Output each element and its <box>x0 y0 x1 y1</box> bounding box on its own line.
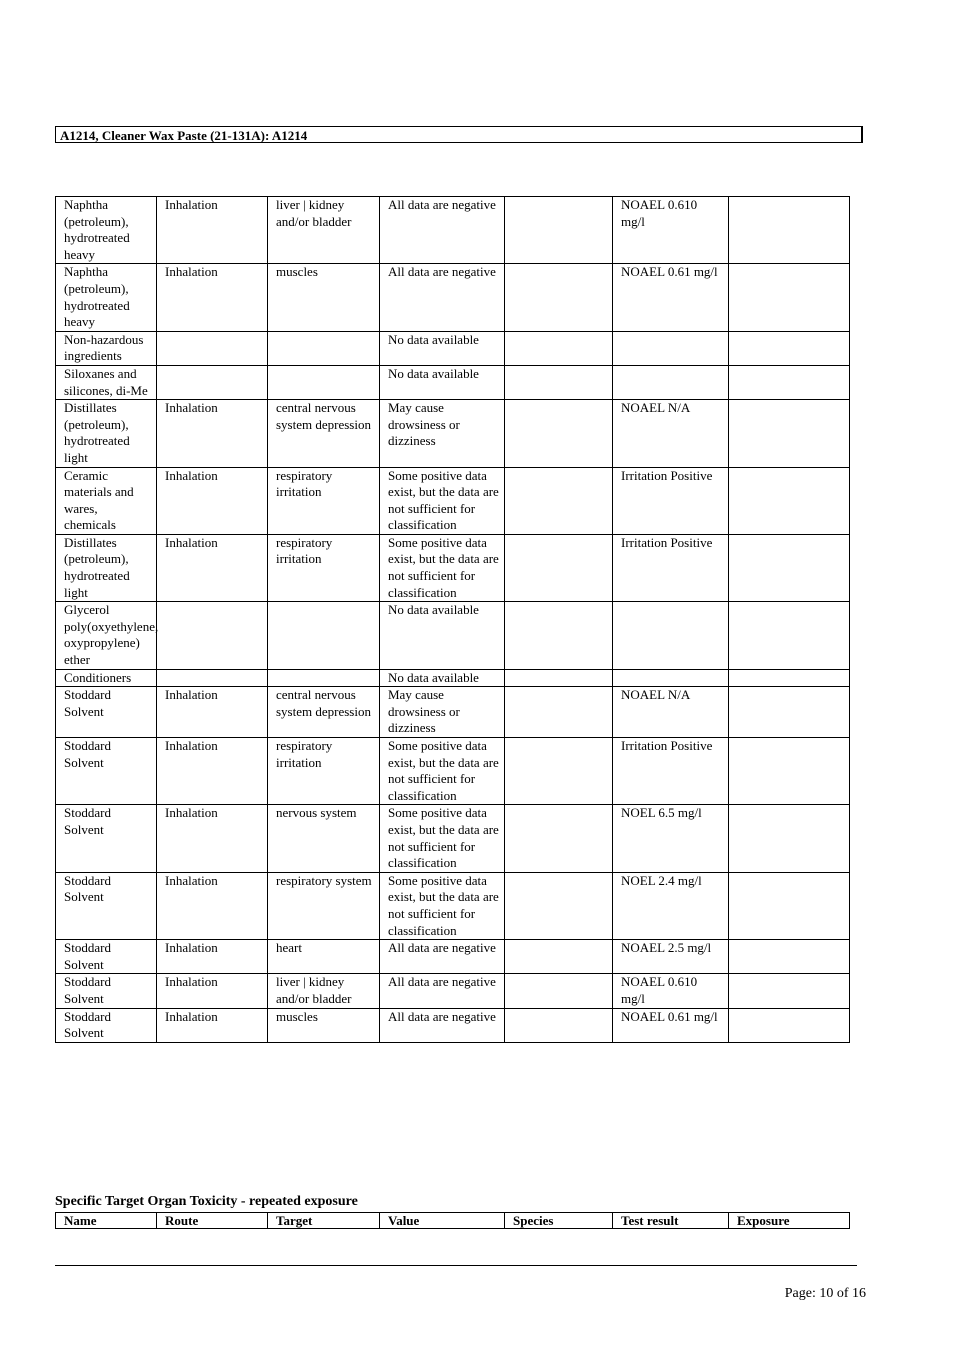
cell-target: respiratory system <box>268 872 380 939</box>
cell-test-result <box>613 365 729 399</box>
table-row <box>56 331 850 365</box>
cell-value: No data available <box>380 365 505 399</box>
cell-test-result: NOAEL 0.610 mg/l <box>613 197 729 264</box>
table-row <box>56 940 850 974</box>
cell-species <box>505 687 613 738</box>
cell-route: Inhalation <box>157 872 268 939</box>
cell-route: Inhalation <box>157 805 268 872</box>
cell-target: muscles <box>268 264 380 331</box>
cell-route: Inhalation <box>157 264 268 331</box>
cell-value: Some positive data exist, but the data are not sufficient for classification <box>380 805 505 872</box>
cell-species <box>505 365 613 399</box>
cell-name: Stoddard Solvent <box>56 738 157 805</box>
cell-value: Some positive data exist, but the data are not sufficient for classification <box>380 872 505 939</box>
cell-target <box>268 669 380 687</box>
cell-species <box>505 872 613 939</box>
cell-name: Stoddard Solvent <box>56 940 157 974</box>
cell-species <box>505 669 613 687</box>
table-row <box>56 1008 850 1042</box>
cell-value: No data available <box>380 669 505 687</box>
table-row <box>56 264 850 331</box>
table-row <box>56 602 850 669</box>
cell-route <box>157 365 268 399</box>
table-row <box>56 805 850 872</box>
cell-value: All data are negative <box>380 974 505 1008</box>
cell-name: Stoddard Solvent <box>56 805 157 872</box>
repeated-exposure-title: Specific Target Organ Toxicity - repeated exposure <box>55 1194 358 1209</box>
cell-name: Stoddard Solvent <box>56 872 157 939</box>
cell-value: Some positive data exist, but the data are not sufficient for classification <box>380 738 505 805</box>
table-row <box>56 365 850 399</box>
cell-value: All data are negative <box>380 264 505 331</box>
cell-route <box>157 669 268 687</box>
cell-name: Ceramic materials and wares, chemicals <box>56 467 157 534</box>
table-row <box>56 400 850 467</box>
cell-name: Naphtha (petroleum), hydrotreated heavy <box>56 264 157 331</box>
cell-exposure <box>729 602 850 669</box>
cell-test-result: NOEL 2.4 mg/l <box>613 872 729 939</box>
cell-species <box>505 400 613 467</box>
table-row <box>56 669 850 687</box>
cell-species <box>505 940 613 974</box>
cell-exposure <box>729 467 850 534</box>
cell-target: central nervous system depression <box>268 687 380 738</box>
cell-value: Some positive data exist, but the data are not sufficient for classification <box>380 467 505 534</box>
cell-exposure <box>729 400 850 467</box>
cell-exposure <box>729 331 850 365</box>
cell-test-result: Irritation Positive <box>613 738 729 805</box>
cell-target: respiratory irritation <box>268 738 380 805</box>
page-number: Page: 10 of 16 <box>784 1286 866 1301</box>
column-header-target: Target <box>268 1213 380 1229</box>
table-row <box>56 738 850 805</box>
cell-target: liver | kidney and/or bladder <box>268 197 380 264</box>
table-row <box>56 467 850 534</box>
cell-test-result: NOAEL N/A <box>613 400 729 467</box>
table-row <box>56 197 850 264</box>
single-exposure-table <box>55 196 850 1043</box>
repeated-exposure-header-row <box>56 1213 850 1229</box>
cell-target: respiratory irritation <box>268 534 380 601</box>
cell-name: Stoddard Solvent <box>56 687 157 738</box>
cell-value: No data available <box>380 331 505 365</box>
cell-target <box>268 331 380 365</box>
cell-exposure <box>729 264 850 331</box>
column-header-species: Species <box>505 1213 613 1229</box>
cell-test-result: NOAEL 2.5 mg/l <box>613 940 729 974</box>
single-exposure-table-body <box>56 197 850 1043</box>
cell-species <box>505 467 613 534</box>
cell-route <box>157 331 268 365</box>
cell-species <box>505 738 613 805</box>
cell-target: liver | kidney and/or bladder <box>268 974 380 1008</box>
cell-name: Distillates (petroleum), hydrotreated light <box>56 534 157 601</box>
table-row <box>56 872 850 939</box>
cell-route: Inhalation <box>157 687 268 738</box>
cell-exposure <box>729 534 850 601</box>
cell-name: Stoddard Solvent <box>56 974 157 1008</box>
cell-target: muscles <box>268 1008 380 1042</box>
cell-name: Conditioners <box>56 669 157 687</box>
cell-name: Glycerol poly(oxyethylene, oxypropylene) ether <box>56 602 157 669</box>
repeated-exposure-table <box>55 1212 850 1229</box>
cell-target <box>268 365 380 399</box>
cell-target: nervous system <box>268 805 380 872</box>
cell-exposure <box>729 1008 850 1042</box>
cell-target: central nervous system depression <box>268 400 380 467</box>
column-header-name: Name <box>56 1213 157 1229</box>
cell-species <box>505 602 613 669</box>
table-row <box>56 534 850 601</box>
cell-route: Inhalation <box>157 1008 268 1042</box>
cell-test-result: Irritation Positive <box>613 534 729 601</box>
cell-route: Inhalation <box>157 974 268 1008</box>
cell-value: All data are negative <box>380 197 505 264</box>
cell-value: All data are negative <box>380 1008 505 1042</box>
cell-route: Inhalation <box>157 940 268 974</box>
cell-species <box>505 331 613 365</box>
cell-test-result: NOEL 6.5 mg/l <box>613 805 729 872</box>
cell-exposure <box>729 687 850 738</box>
cell-species <box>505 264 613 331</box>
cell-exposure <box>729 974 850 1008</box>
cell-target: heart <box>268 940 380 974</box>
cell-test-result: NOAEL 0.61 mg/l <box>613 1008 729 1042</box>
column-header-route: Route <box>157 1213 268 1229</box>
cell-exposure <box>729 669 850 687</box>
cell-value: No data available <box>380 602 505 669</box>
cell-exposure <box>729 940 850 974</box>
cell-test-result <box>613 331 729 365</box>
column-header-value: Value <box>380 1213 505 1229</box>
cell-exposure <box>729 872 850 939</box>
column-header-exposure: Exposure <box>729 1213 850 1229</box>
cell-route: Inhalation <box>157 400 268 467</box>
cell-name: Stoddard Solvent <box>56 1008 157 1042</box>
cell-value: All data are negative <box>380 940 505 974</box>
cell-species <box>505 974 613 1008</box>
table-row <box>56 687 850 738</box>
cell-route: Inhalation <box>157 467 268 534</box>
cell-route: Inhalation <box>157 197 268 264</box>
cell-species <box>505 805 613 872</box>
cell-name: Naphtha (petroleum), hydrotreated heavy <box>56 197 157 264</box>
cell-exposure <box>729 805 850 872</box>
cell-species <box>505 534 613 601</box>
document-header: A1214, Cleaner Wax Paste (21-131A): A1214 <box>55 126 863 143</box>
cell-name: Non-hazardous ingredients <box>56 331 157 365</box>
cell-target <box>268 602 380 669</box>
cell-exposure <box>729 738 850 805</box>
cell-test-result <box>613 669 729 687</box>
cell-test-result: NOAEL 0.61 mg/l <box>613 264 729 331</box>
cell-value: May cause drowsiness or dizziness <box>380 400 505 467</box>
cell-exposure <box>729 197 850 264</box>
cell-name: Distillates (petroleum), hydrotreated light <box>56 400 157 467</box>
cell-species <box>505 197 613 264</box>
footer-divider <box>55 1265 857 1266</box>
table-row <box>56 974 850 1008</box>
cell-value: May cause drowsiness or dizziness <box>380 687 505 738</box>
cell-target: respiratory irritation <box>268 467 380 534</box>
cell-test-result: Irritation Positive <box>613 467 729 534</box>
cell-value: Some positive data exist, but the data are not sufficient for classification <box>380 534 505 601</box>
cell-route: Inhalation <box>157 738 268 805</box>
column-header-test-result: Test result <box>613 1213 729 1229</box>
cell-route <box>157 602 268 669</box>
cell-route: Inhalation <box>157 534 268 601</box>
cell-test-result: NOAEL 0.610 mg/l <box>613 974 729 1008</box>
cell-exposure <box>729 365 850 399</box>
cell-test-result <box>613 602 729 669</box>
cell-name: Siloxanes and silicones, di-Me <box>56 365 157 399</box>
cell-test-result: NOAEL N/A <box>613 687 729 738</box>
cell-species <box>505 1008 613 1042</box>
